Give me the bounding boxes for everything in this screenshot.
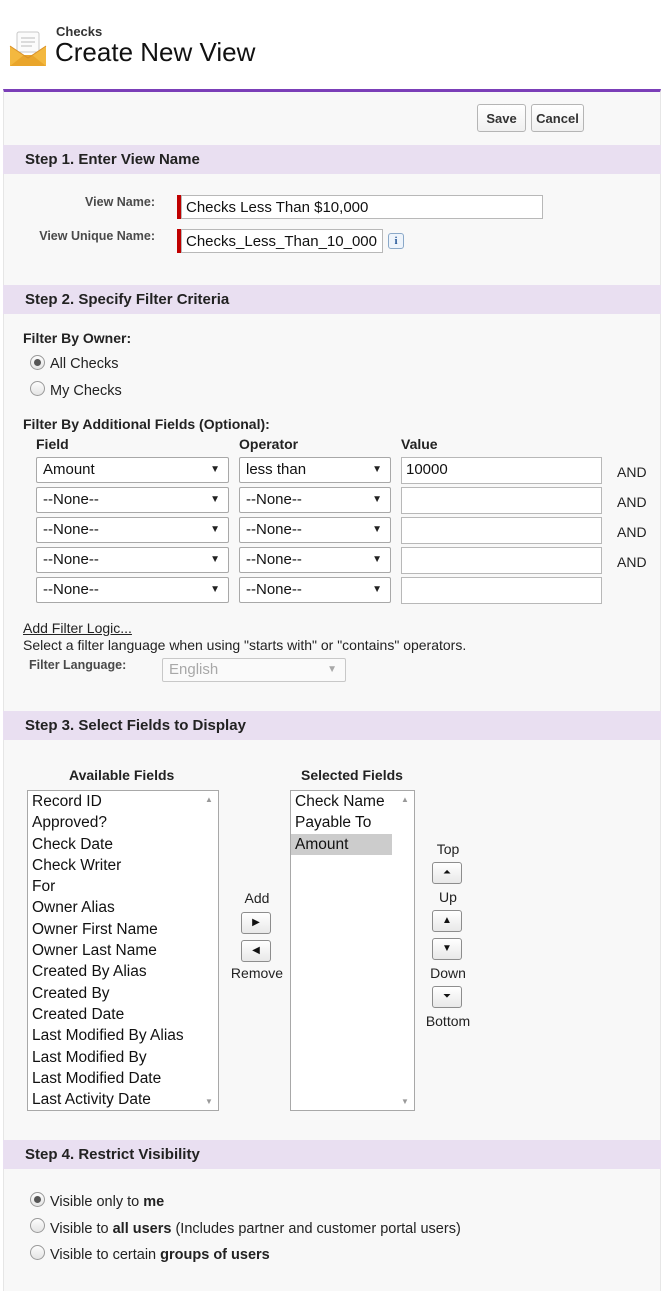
- view-name-input[interactable]: Checks Less Than $10,000: [181, 195, 543, 219]
- and-label: AND: [617, 554, 647, 570]
- down-label: Down: [430, 965, 466, 981]
- scroll-up-icon[interactable]: ▲: [401, 795, 409, 804]
- dropdown-arrow-icon: ▼: [372, 524, 382, 535]
- operator-select[interactable]: [239, 577, 391, 603]
- visibility-groups-radio[interactable]: [30, 1245, 45, 1260]
- list-item[interactable]: Owner Last Name: [32, 942, 157, 960]
- operator-select-value: --None--: [246, 491, 302, 508]
- and-label: AND: [617, 494, 647, 510]
- owner-all-radio[interactable]: [30, 355, 45, 370]
- move-bottom-button[interactable]: [432, 986, 462, 1008]
- filter-language-hint: Select a filter language when using "starts with" or "contains" operators.: [23, 637, 467, 653]
- step1-heading: Step 1. Enter View Name: [3, 145, 661, 174]
- step3-heading: Step 3. Select Fields to Display: [3, 711, 661, 740]
- bottom-label: Bottom: [425, 1013, 471, 1029]
- dropdown-arrow-icon: ▼: [210, 524, 220, 535]
- available-fields-label: Available Fields: [69, 767, 175, 783]
- field-select[interactable]: [36, 457, 229, 483]
- filter-language-label: Filter Language:: [29, 658, 127, 672]
- list-item[interactable]: Created By Alias: [32, 963, 147, 981]
- owner-all-label: All Checks: [50, 356, 119, 372]
- available-fields-list[interactable]: [27, 790, 219, 1111]
- visibility-all-radio[interactable]: [30, 1218, 45, 1233]
- dropdown-arrow-icon: ▼: [372, 494, 382, 505]
- dropdown-arrow-icon: ▼: [210, 464, 220, 475]
- operator-select[interactable]: [239, 517, 391, 543]
- operator-select[interactable]: [239, 547, 391, 573]
- value-input[interactable]: [401, 517, 602, 544]
- remove-label: Remove: [230, 965, 284, 981]
- arrow-down-icon: ▼: [442, 943, 452, 954]
- visibility-all-note: (Includes partner and customer portal users): [171, 1221, 461, 1237]
- col-value-header: Value: [401, 436, 438, 452]
- visibility-groups-bold: groups of users: [160, 1247, 270, 1263]
- operator-select[interactable]: [239, 457, 391, 483]
- col-field-header: Field: [36, 436, 69, 452]
- field-select[interactable]: [36, 577, 229, 603]
- field-select-value: --None--: [43, 551, 99, 568]
- list-item[interactable]: Record ID: [32, 793, 102, 810]
- arrow-up-icon: ▲: [442, 915, 452, 926]
- visibility-all-text: Visible to: [50, 1221, 113, 1237]
- up-label: Up: [439, 889, 457, 905]
- object-label: Checks: [56, 24, 103, 39]
- dropdown-arrow-icon: ▼: [210, 584, 220, 595]
- owner-mine-radio[interactable]: [30, 381, 45, 396]
- add-arrow-button[interactable]: [241, 912, 271, 934]
- field-select[interactable]: [36, 517, 229, 543]
- field-select-value: --None--: [43, 521, 99, 538]
- owner-mine-label: My Checks: [50, 383, 122, 399]
- scrollbar[interactable]: [201, 791, 218, 1110]
- top-label: Top: [436, 841, 460, 857]
- filter-language-select: [162, 658, 346, 682]
- list-item[interactable]: Payable To: [295, 814, 372, 832]
- cancel-button[interactable]: Cancel: [531, 104, 584, 132]
- move-up-button[interactable]: [432, 910, 462, 932]
- list-item[interactable]: Check Writer: [32, 856, 122, 874]
- operator-select-value: --None--: [246, 581, 302, 598]
- field-select[interactable]: [36, 547, 229, 573]
- scrollbar[interactable]: [397, 791, 414, 1110]
- list-item[interactable]: Last Modified By: [32, 1048, 147, 1066]
- arrow-to-top-icon: ⏶: [443, 867, 451, 878]
- visibility-all-label: [50, 1221, 461, 1237]
- save-button[interactable]: Save: [477, 104, 526, 132]
- field-select-value: Amount: [43, 461, 95, 478]
- add-label: Add: [244, 890, 270, 906]
- and-label: AND: [617, 524, 647, 540]
- list-item[interactable]: Approved?: [32, 814, 107, 832]
- scroll-down-icon[interactable]: ▼: [401, 1097, 409, 1106]
- visibility-me-bold: me: [143, 1194, 165, 1210]
- visibility-me-label: [50, 1194, 164, 1210]
- value-input[interactable]: [401, 547, 602, 574]
- operator-select-value: less than: [246, 461, 307, 478]
- envelope-checks-icon: [8, 30, 48, 70]
- filter-owner-label: Filter By Owner:: [23, 330, 132, 346]
- arrow-left-icon: ◀: [252, 945, 260, 956]
- scroll-up-icon[interactable]: ▲: [205, 795, 213, 804]
- operator-select-value: --None--: [246, 521, 302, 538]
- list-item[interactable]: Check Date: [32, 835, 113, 853]
- dropdown-arrow-icon: ▼: [210, 554, 220, 565]
- col-operator-header: Operator: [239, 436, 299, 452]
- list-item[interactable]: Created By: [32, 984, 110, 1002]
- field-select-value: --None--: [43, 581, 99, 598]
- step2-heading: Step 2. Specify Filter Criteria: [3, 285, 661, 314]
- add-filter-logic-link[interactable]: Add Filter Logic...: [23, 620, 132, 636]
- view-name-label: View Name:: [85, 195, 155, 209]
- move-down-button[interactable]: [432, 938, 462, 960]
- field-select[interactable]: [36, 487, 229, 513]
- page-title: Create New View: [55, 37, 256, 67]
- info-icon[interactable]: i: [388, 233, 404, 249]
- visibility-all-bold: all users: [112, 1221, 172, 1237]
- field-select-value: --None--: [43, 491, 99, 508]
- list-item[interactable]: Last Activity Date: [32, 1091, 151, 1109]
- step4-heading: Step 4. Restrict Visibility: [3, 1140, 661, 1169]
- arrow-right-icon: ▶: [252, 917, 260, 928]
- unique-name-input[interactable]: Checks_Less_Than_10_000: [181, 229, 383, 253]
- remove-arrow-button[interactable]: [241, 940, 271, 962]
- list-item[interactable]: Last Modified Date: [32, 1069, 162, 1087]
- visibility-groups-text: Visible to certain: [50, 1247, 161, 1263]
- arrow-to-bottom-icon: ⏷: [443, 991, 451, 1002]
- list-item[interactable]: For: [32, 878, 56, 896]
- operator-select-value: --None--: [246, 551, 302, 568]
- dropdown-arrow-icon: ▼: [210, 494, 220, 505]
- dropdown-arrow-icon: ▼: [372, 554, 382, 565]
- value-input[interactable]: [401, 487, 602, 514]
- and-label: AND: [617, 464, 647, 480]
- list-item[interactable]: Check Name: [295, 793, 385, 810]
- value-input[interactable]: 10000: [401, 457, 602, 484]
- additional-filter-label: Filter By Additional Fields (Optional):: [23, 416, 270, 432]
- visibility-me-radio[interactable]: [30, 1192, 45, 1207]
- dropdown-arrow-icon: ▼: [372, 464, 382, 475]
- filter-language-value: English: [169, 661, 219, 678]
- scroll-down-icon[interactable]: ▼: [205, 1097, 213, 1106]
- visibility-groups-label: [50, 1247, 270, 1263]
- list-item[interactable]: Created Date: [32, 1005, 125, 1023]
- move-top-button[interactable]: [432, 862, 462, 884]
- dropdown-arrow-icon: ▼: [372, 584, 382, 595]
- list-item[interactable]: Owner First Name: [32, 920, 158, 938]
- selected-fields-list[interactable]: [290, 790, 415, 1111]
- list-item-selected[interactable]: Amount: [291, 834, 392, 855]
- visibility-me-text: Visible only to: [50, 1194, 144, 1210]
- list-item[interactable]: Owner Alias: [32, 899, 115, 917]
- dropdown-arrow-icon: ▼: [327, 664, 337, 675]
- list-item[interactable]: Last Modified By Alias: [32, 1027, 184, 1045]
- unique-name-label: View Unique Name:: [39, 229, 155, 243]
- value-input[interactable]: [401, 577, 602, 604]
- selected-fields-label: Selected Fields: [301, 767, 403, 783]
- operator-select[interactable]: [239, 487, 391, 513]
